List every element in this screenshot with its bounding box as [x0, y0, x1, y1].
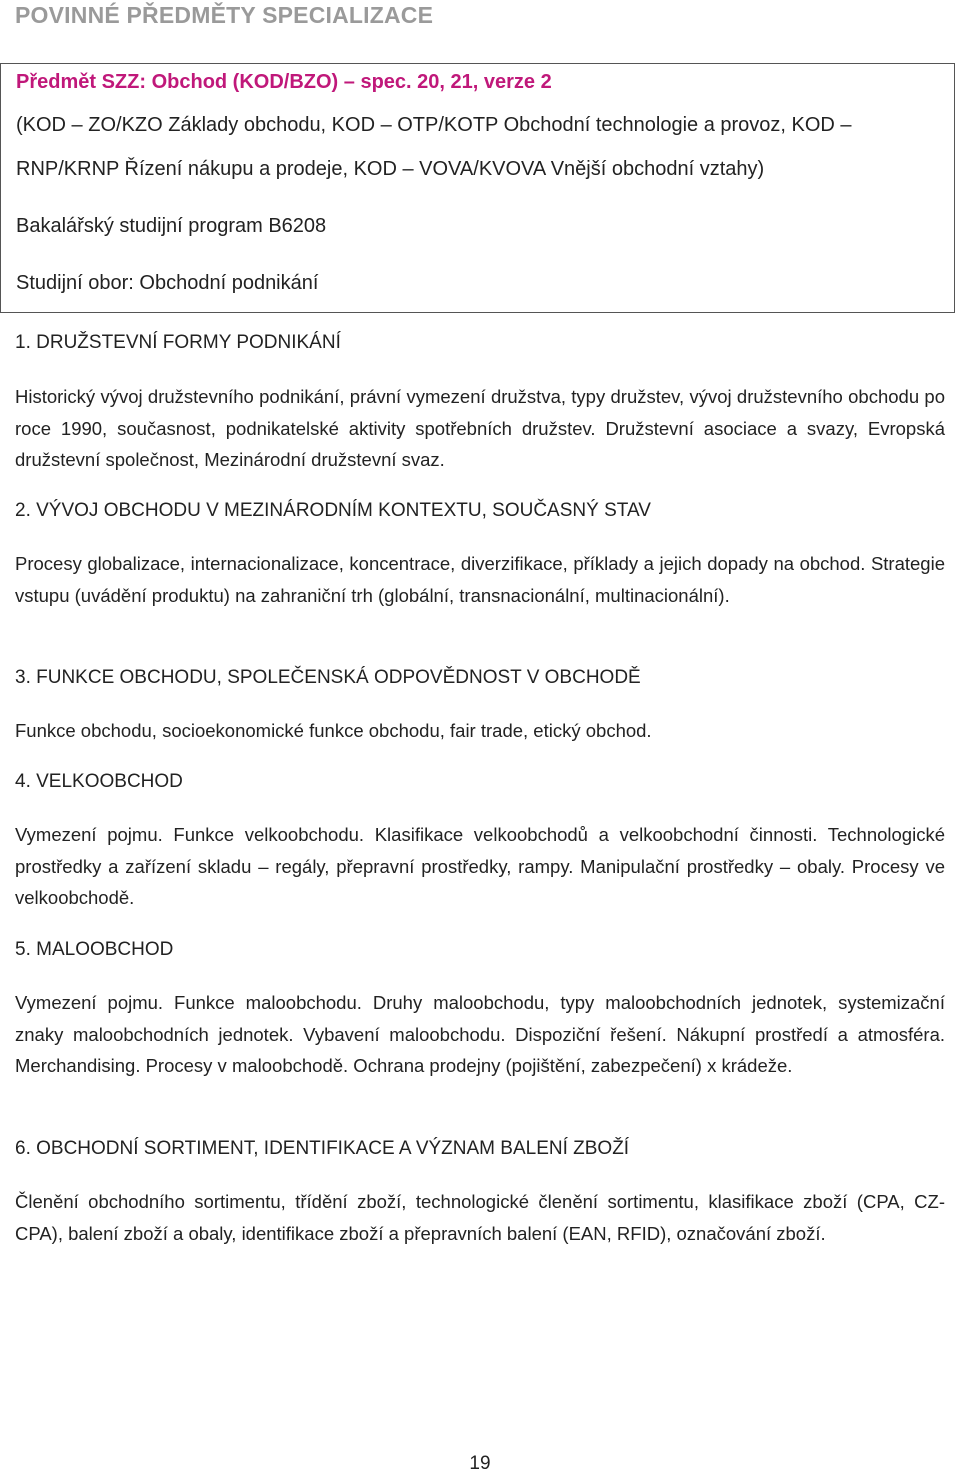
- section-5-title: 5. MALOOBCHOD: [15, 939, 174, 960]
- section-1-text: Historický vývoj družstevního podnikání, právní vymezení družstva, typy družstev, vývoj družstevního obchodu po roce 1990, současnost, podnikatelské aktivity spotřebních družstev. Družstevní asociace a svazy, Evropská družstevní společnost, Mezinárodní družstevní svaz.: [15, 386, 945, 470]
- subject-info-box: [0, 63, 955, 313]
- section-4-text: Vymezení pojmu. Funkce velkoobchodu. Klasifikace velkoobchodů a velkoobchodní činnosti. Technologické prostředky a zařízení skladu – regály, přepravní prostředky, rampy. Manipulační prostředky – obaly. Procesy ve velkoobchodě.: [15, 824, 945, 908]
- page-title: POVINNÉ PŘEDMĚTY SPECIALIZACE: [15, 2, 434, 28]
- subject-title: Předmět SZZ: Obchod (KOD/BZO) – spec. 20, 21, verze 2: [16, 71, 552, 93]
- study-program: Bakalářský studijní program B6208: [16, 215, 327, 237]
- courses-line-1: (KOD – ZO/KZO Základy obchodu, KOD – OTP/KOTP Obchodní technologie a provoz, KOD –: [16, 114, 852, 136]
- section-6-title: 6. OBCHODNÍ SORTIMENT, IDENTIFIKACE A VÝZNAM BALENÍ ZBOŽÍ: [15, 1138, 630, 1159]
- section-3-title: 3. FUNKCE OBCHODU, SPOLEČENSKÁ ODPOVĚDNOST V OBCHODĚ: [15, 667, 641, 688]
- courses-line-2: RNP/KRNP Řízení nákupu a prodeje, KOD – VOVA/KVOVA Vnější obchodní vztahy): [16, 158, 765, 180]
- section-2-text: Procesy globalizace, internacionalizace, koncentrace, diverzifikace, příklady a jejich dopady na obchod. Strategie vstupu (uvádění produktu) na zahraniční trh (globální, transnacionální, multinacionální).: [15, 553, 945, 606]
- section-6-text: Členění obchodního sortimentu, třídění zboží, technologické členění sortimentu, klasifikace zboží (CPA, CZ-CPA), balení zboží a obaly, identifikace zboží a přepravních balení (EAN, RFID), označování zboží.: [15, 1191, 945, 1244]
- section-2-title: 2. VÝVOJ OBCHODU V MEZINÁRODNÍM KONTEXTU, SOUČASNÝ STAV: [15, 500, 651, 521]
- section-4-title: 4. VELKOOBCHOD: [15, 771, 183, 792]
- page-number: 19: [469, 1453, 491, 1474]
- section-5-text: Vymezení pojmu. Funkce maloobchodu. Druhy maloobchodu, typy maloobchodních jednotek, systemizační znaky maloobchodních jednotek. Vybavení maloobchodu. Dispoziční řešení. Nákupní prostředí a atmosféra. Merchandising. Procesy v maloobchodě. Ochrana prodejny (pojištění, zabezpečení) x krádeže.: [15, 992, 945, 1076]
- section-3-text: Funkce obchodu, socioekonomické funkce obchodu, fair trade, etický obchod.: [15, 720, 652, 741]
- section-1-title: 1. DRUŽSTEVNÍ FORMY PODNIKÁNÍ: [15, 332, 341, 353]
- study-field: Studijní obor: Obchodní podnikání: [16, 272, 319, 294]
